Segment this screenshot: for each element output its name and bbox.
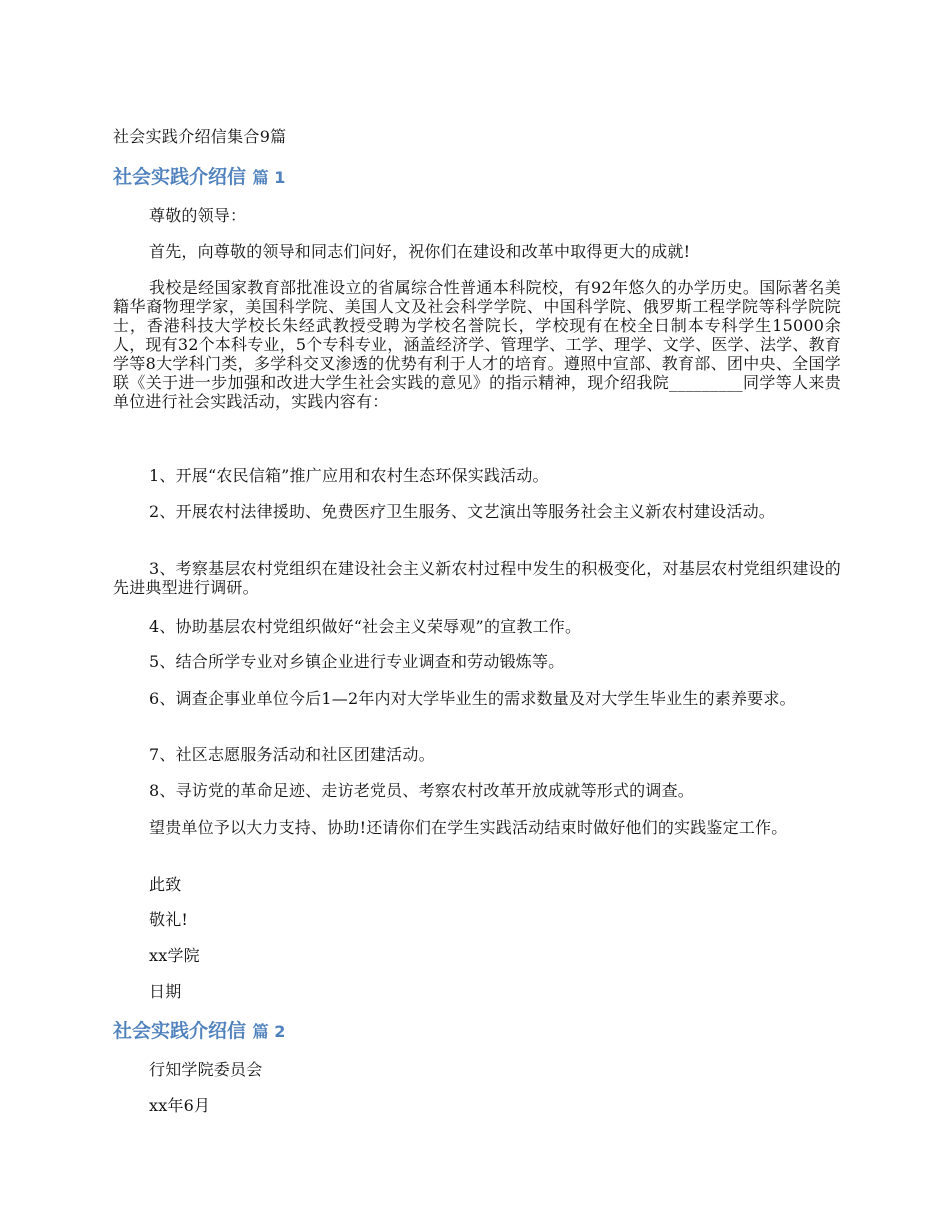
paragraph-item-8: 8、寻访党的革命足迹、走访老党员、考察农村改革开放成就等形式的调查。 [149, 781, 694, 800]
paragraph-greeting: 首先，向尊敬的领导和同志们问好，祝你们在建设和改革中取得更大的成就! [149, 242, 691, 261]
section-heading-text: 社会实践介绍信 [113, 1020, 247, 1042]
paragraph-salute: 敬礼! [149, 910, 189, 929]
paragraph-month: xx年6月 [149, 1096, 211, 1115]
paragraph-item-7: 7、社区志愿服务活动和社区团建活动。 [149, 745, 435, 764]
paragraph-closing: 此致 [149, 875, 182, 894]
section-heading-number: 篇 2 [252, 1022, 286, 1041]
paragraph-item-1: 1、开展“农民信箱”推广应用和农村生态环保实践活动。 [149, 466, 549, 485]
paragraph-item-4: 4、协助基层农村党组织做好“社会主义荣辱观”的宣教工作。 [149, 617, 582, 636]
section-heading-1 [113, 164, 285, 191]
paragraph-request: 望贵单位予以大力支持、协助!还请你们在学生实践活动结束时做好他们的实践鉴定工作。 [149, 818, 788, 837]
paragraph-signature: xx学院 [149, 946, 200, 965]
section-heading-number: 篇 1 [252, 168, 286, 187]
paragraph-item-3: 3、考察基层农村党组织在建设社会主义新农村过程中发生的积极变化，对基层农村党组织建设的先进典型进行调研。 [113, 559, 841, 597]
section-heading-2 [113, 1018, 285, 1045]
paragraph-committee: 行知学院委员会 [149, 1060, 263, 1079]
paragraph-salutation: 尊敬的领导： [149, 206, 247, 225]
paragraph-item-6: 6、调查企事业单位今后1—2年内对大学毕业生的需求数量及对大学生毕业生的素养要求。 [149, 689, 796, 708]
paragraph-item-5: 5、结合所学专业对乡镇企业进行专业调查和劳动锻炼等。 [149, 652, 565, 671]
paragraph-item-2: 2、开展农村法律援助、免费医疗卫生服务、文艺演出等服务社会主义新农村建设活动。 [149, 502, 775, 521]
paragraph-introduction: 我校是经国家教育部批准设立的省属综合性普通本科院校，有92年悠久的办学历史。国际著名美籍华裔物理学家，美国科学院、美国人文及社会科学学院、中国科学院、俄罗斯工程学院等科学院院士，香港科技大学校长朱经武教授受聘为学校名誉院长，学校现有在校全日制本专科学生15000余人，现有32个本科专业，5个专科专业，涵盖经济学、管理学、工学、理学、文学、医学、法学、教育学等8大学科门类，多学科交叉渗透的优势有利于人才的培育。遵照中宣部、教育部、团中央、全国学联《关于进一步加强和改进大学生社会实践的意见》的指示精神，现介绍我院_________同学等人来贵单位进行社会实践活动，实践内容有： [113, 278, 841, 411]
paragraph-date: 日期 [149, 982, 182, 1001]
section-heading-text: 社会实践介绍信 [113, 166, 247, 188]
document-title: 社会实践介绍信集合9篇 [113, 127, 287, 146]
